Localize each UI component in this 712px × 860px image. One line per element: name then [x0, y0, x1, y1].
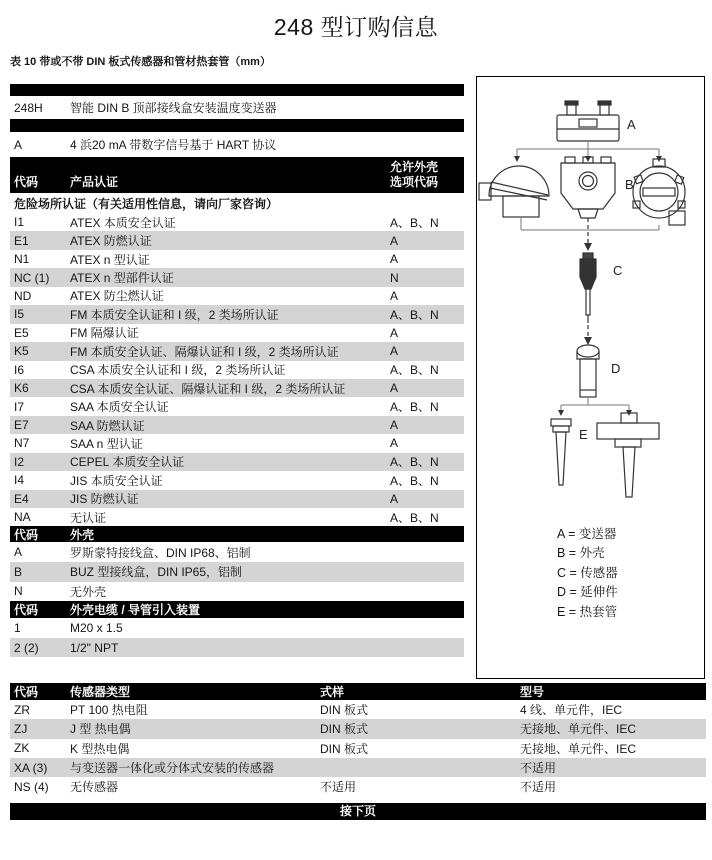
table-row: [10, 562, 464, 582]
cell-style: 不适用: [320, 780, 357, 795]
cell-desc: CSA 本质安全认证、隔爆认证和 I 级，2 类场所认证: [70, 381, 346, 396]
cell-desc: 4 浜20 mA 带数字信号基于 HART 协议: [70, 138, 277, 152]
cell-style: DIN 板式: [320, 741, 369, 756]
connection-head-dome-drawing: [479, 166, 549, 217]
cell-code: I2: [14, 454, 25, 469]
sensor-table: [10, 683, 706, 796]
cell-allowed: A、B、N: [390, 510, 439, 525]
cell-desc: 无认证: [70, 510, 107, 525]
column-header-code: 代码: [14, 685, 39, 699]
sensor-drawing: [580, 253, 596, 323]
cell-code: NC (1): [14, 270, 50, 285]
housing-section-header: [10, 526, 464, 542]
cell-code: ND: [14, 288, 32, 303]
cell-desc: ATEX n 型认证: [70, 252, 150, 267]
cell-allowed: A: [390, 436, 399, 451]
cell-desc: 罗斯蒙特接线盒、DIN IP68、铝制: [70, 545, 251, 560]
cell-allowed: N: [390, 270, 399, 285]
output-header-bar: [10, 119, 464, 132]
page-title: 248 型订购信息: [273, 14, 439, 40]
legend-line: B = 外壳: [557, 546, 605, 561]
legend-line: A = 变送器: [557, 527, 617, 541]
cell-desc: SAA 本质安全认证: [70, 400, 169, 415]
cell-desc: M20 x 1.5: [70, 621, 123, 636]
cell-code: 248H: [14, 100, 43, 115]
cell-allowed: A: [390, 233, 399, 248]
cert-table-header: [10, 157, 464, 193]
connector-lines-top: [514, 141, 662, 162]
table-row: [10, 542, 464, 562]
cell-type: 与变送器一体化或分体式安装的传感器: [70, 761, 275, 776]
hazardous-area-subheader: 危险场所认证（有关适用性信息，请向厂家咨询）: [14, 196, 279, 211]
table-row: [10, 582, 464, 602]
cell-allowed: A: [390, 381, 399, 396]
model-header-bar: [10, 84, 464, 96]
cell-code: N1: [14, 252, 30, 267]
table-row: [10, 379, 464, 397]
cell-code: I7: [14, 399, 25, 414]
cell-allowed: A: [390, 325, 399, 340]
table-row: [10, 739, 706, 758]
cell-code: A: [14, 545, 23, 560]
cell-allowed: A、B、N: [390, 400, 439, 415]
cell-allowed: A、B、N: [390, 363, 439, 378]
cell-code: N7: [14, 436, 30, 451]
cell-desc: FM 本质安全认证、隔爆认证和 I 级，2 类场所认证: [70, 344, 339, 359]
cell-code: K5: [14, 344, 29, 359]
cell-code: I5: [14, 307, 25, 322]
cell-code: N: [14, 584, 23, 599]
legend-line: E = 热套管: [557, 604, 618, 619]
table-row: [10, 213, 464, 231]
cell-desc: ATEX 防燃认证: [70, 234, 152, 249]
cell-desc: FM 隔爆认证: [70, 326, 139, 341]
cell-code: NA: [14, 510, 31, 525]
thermowell-straight-drawing: [551, 419, 571, 485]
ordering-table: [10, 84, 464, 657]
cell-code: I4: [14, 473, 25, 488]
continued-next-page-bar: 接下页: [10, 803, 706, 820]
cell-type: J 型 热电偶: [70, 722, 131, 737]
column-header-conduit-entry: 外壳电缆 / 导管引入装置: [70, 603, 201, 618]
table-row: [10, 305, 464, 323]
table-row: [10, 719, 706, 738]
cell-desc: BUZ 型接线盒，DIN IP65，铝制: [70, 565, 243, 580]
cell-allowed: A: [390, 418, 399, 433]
cell-desc: SAA n 型认证: [70, 436, 143, 451]
column-header-style: 式样: [320, 685, 345, 699]
column-header-sensor-type: 传感器类型: [70, 685, 131, 699]
cell-allowed: A: [390, 491, 399, 506]
cell-code: B: [14, 564, 23, 579]
table-row: [10, 434, 464, 452]
cell-desc: ATEX 防尘燃认证: [70, 289, 164, 304]
cell-allowed: A、B、N: [390, 215, 439, 230]
cell-code: A: [14, 137, 23, 152]
cell-code: ZR: [14, 702, 30, 717]
cell-code: XA (3): [14, 760, 48, 775]
label-e: E: [579, 427, 588, 442]
cell-model: 无接地、单元件、IEC: [520, 741, 637, 756]
assembly-diagram: [477, 77, 701, 522]
column-header-model: 型号: [520, 685, 545, 699]
cell-code: I1: [14, 215, 25, 230]
table-row: [10, 342, 464, 360]
cell-code: I6: [14, 362, 25, 377]
table-row: [10, 700, 706, 719]
cell-model: 不适用: [520, 761, 557, 776]
column-header-housing: 外壳: [70, 527, 95, 542]
diagram-legend: [557, 525, 618, 622]
column-header-allowed-housing: [390, 157, 464, 193]
table-row: [10, 777, 706, 796]
table-row: [10, 397, 464, 415]
cell-code: 1: [14, 621, 21, 636]
cell-type: 无传感器: [70, 780, 119, 795]
cell-model: 不适用: [520, 780, 557, 795]
cell-allowed: A: [390, 344, 399, 359]
housing-rows: [10, 542, 464, 601]
connector-lines-bottom: [521, 217, 659, 230]
column-header-code: 代码: [14, 175, 39, 189]
cell-desc: JIS 本质安全认证: [70, 473, 163, 488]
cell-model: 无接地、单元件、IEC: [520, 722, 637, 737]
table-row: [10, 453, 464, 471]
cell-code: E1: [14, 233, 29, 248]
extension-drawing: [577, 345, 599, 397]
cell-allowed: A、B、N: [390, 307, 439, 322]
cell-allowed: A: [390, 252, 399, 267]
thermowell-flanged-drawing: [597, 413, 659, 497]
cell-style: DIN 板式: [320, 703, 369, 718]
table-row: [10, 287, 464, 305]
transmitter-drawing: [557, 101, 619, 141]
cell-type: PT 100 热电阻: [70, 703, 148, 718]
cell-code: K6: [14, 381, 29, 396]
table-row: [10, 231, 464, 249]
table-row: [10, 471, 464, 489]
cell-desc: ATEX n 型部件认证: [70, 271, 174, 286]
cell-desc: CSA 本质安全认证和 I 级，2 类场所认证: [70, 363, 286, 378]
cell-type: K 型热电偶: [70, 741, 130, 756]
cell-desc: 1/2" NPT: [70, 640, 119, 655]
sensor-table-header: [10, 683, 706, 700]
table-row: [10, 490, 464, 508]
legend-line: D = 延伸件: [557, 585, 618, 600]
table-row: [10, 508, 464, 526]
cell-code: E5: [14, 325, 29, 340]
table-row: [10, 132, 464, 157]
cell-allowed: A、B、N: [390, 473, 439, 488]
cell-allowed: A: [390, 288, 399, 303]
table-row: [10, 268, 464, 286]
label-c: C: [613, 263, 623, 278]
table-row: [10, 96, 464, 119]
label-b: B: [625, 177, 634, 192]
table-row: [10, 250, 464, 268]
column-header-allowed-line2: 选项代码: [390, 175, 439, 189]
cell-code: ZK: [14, 741, 30, 756]
conduit-rows: [10, 618, 464, 657]
cell-desc: FM 本质安全认证和 I 级，2 类场所认证: [70, 307, 279, 322]
table-row: [10, 758, 706, 777]
round-housing-drawing: [633, 159, 685, 225]
cell-desc: CEPEL 本质安全认证: [70, 455, 185, 470]
column-header-product-cert: 产品认证: [70, 175, 119, 189]
cell-model: 4 线、单元件，IEC: [520, 703, 623, 718]
assembly-diagram-panel: [476, 76, 705, 679]
cell-desc: JIS 防燃认证: [70, 492, 139, 507]
label-a: A: [627, 117, 636, 132]
cert-rows: [10, 213, 464, 526]
cell-code: 2 (2): [14, 640, 39, 655]
cell-desc: 智能 DIN B 顶部接线盒安装温度变送器: [70, 101, 277, 115]
table-row: [10, 638, 464, 658]
sensor-rows: [10, 700, 706, 796]
legend-line: C = 传感器: [557, 565, 618, 580]
cell-desc: 无外壳: [70, 584, 107, 599]
cell-code: ZJ: [14, 721, 28, 736]
cell-code: E4: [14, 491, 29, 506]
column-header-allowed-line1: 允许外壳: [390, 160, 439, 174]
column-header-code: 代码: [14, 527, 39, 542]
cell-desc: SAA 防燃认证: [70, 418, 145, 433]
cell-desc: ATEX 本质安全认证: [70, 215, 176, 230]
cell-style: DIN 板式: [320, 722, 369, 737]
label-d: D: [611, 361, 621, 376]
cell-code: E7: [14, 418, 29, 433]
table-row: [10, 324, 464, 342]
table-row: [10, 361, 464, 379]
table-row: [10, 416, 464, 434]
table-caption: 表 10 带或不带 DIN 板式传感器和管材热套管（mm）: [10, 56, 271, 68]
cell-code: NS (4): [14, 779, 49, 794]
table-row: [10, 618, 464, 638]
column-header-code: 代码: [14, 603, 39, 618]
conduit-section-header: [10, 601, 464, 618]
cell-allowed: A、B、N: [390, 455, 439, 470]
din-b-head-drawing: [561, 157, 615, 218]
